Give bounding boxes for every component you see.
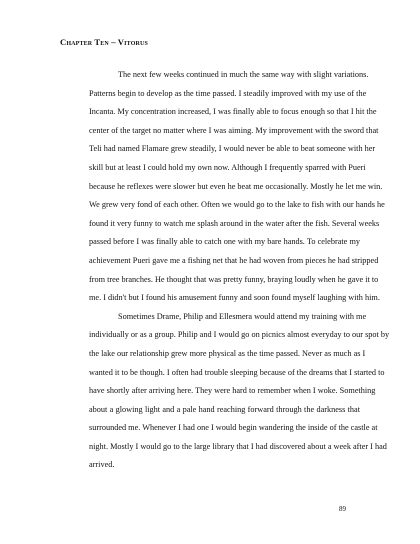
text-line: arrived. (89, 460, 115, 470)
body-text (60, 66, 390, 475)
text-line: have shortly after arriving here. They were hard to remember when I woke. Something (89, 386, 376, 396)
text-line: surrounded me. Whenever I had one I would begin wandering the inside of the castle at (89, 423, 378, 433)
text-line: passed before I was finally able to catch one with my bare hands. To celebrate my (89, 237, 360, 247)
text-line: We grew very fond of each other. Often we would go to the lake to fish with our hands he (89, 200, 385, 210)
text-line: because he reflexes were slower but even he beat me occasionally. Mostly he let me win. (89, 181, 383, 191)
chapter-heading: Chapter Ten – Vitorus (60, 37, 148, 47)
text-line: wanted it to be though. I often had trouble sleeping because of the dreams that I started to (89, 367, 385, 377)
text-line: Incanta. My concentration increased, I was finally able to focus enough so that I hit the (89, 107, 377, 117)
paragraph-1 (60, 66, 385, 308)
text-line: individually or as a group. Philip and I would go on picnics almost everyday to our spot by (89, 330, 390, 340)
text-line: about a glowing light and a pale hand reaching forward through the darkness that (89, 404, 360, 414)
text-line: Sometimes Drame, Philip and Ellesmera would attend my training with me (118, 311, 367, 321)
text-line: found it very funny to watch me splash around in the water after the fish. Several weeks (89, 218, 380, 228)
text-line: Teli had named Flamare grew steadily, I would never be able to beat someone with her (89, 144, 376, 154)
text-line: center of the target no matter where I was aiming. My improvement with the sword that (89, 125, 379, 135)
text-line: night. Mostly I would go to the large library that I had discovered about a week after I had (89, 441, 387, 451)
text-line: me. I didn't but I found his amusement funny and soon found myself laughing with him. (89, 293, 380, 303)
text-line: Patterns begin to develop as the time passed. I steadily improved with my use of the (89, 88, 367, 98)
text-line: achievement Pueri gave me a fishing net that he had woven from pieces he had stripped (89, 255, 379, 265)
text-line: The next few weeks continued in much the same way with slight variations. (118, 70, 369, 79)
text-line: the lake our relationship grew more physical as the time passed. Never as much as I (89, 348, 366, 358)
page-number: 89 (339, 505, 346, 513)
text-line: skill but at least I could hold my own now. Although I frequently sparred with Pueri (89, 162, 366, 172)
paragraph-2 (60, 308, 390, 475)
text-line: from tree branches. He thought that was pretty funny, braying loudly when he gave it to (89, 274, 379, 284)
